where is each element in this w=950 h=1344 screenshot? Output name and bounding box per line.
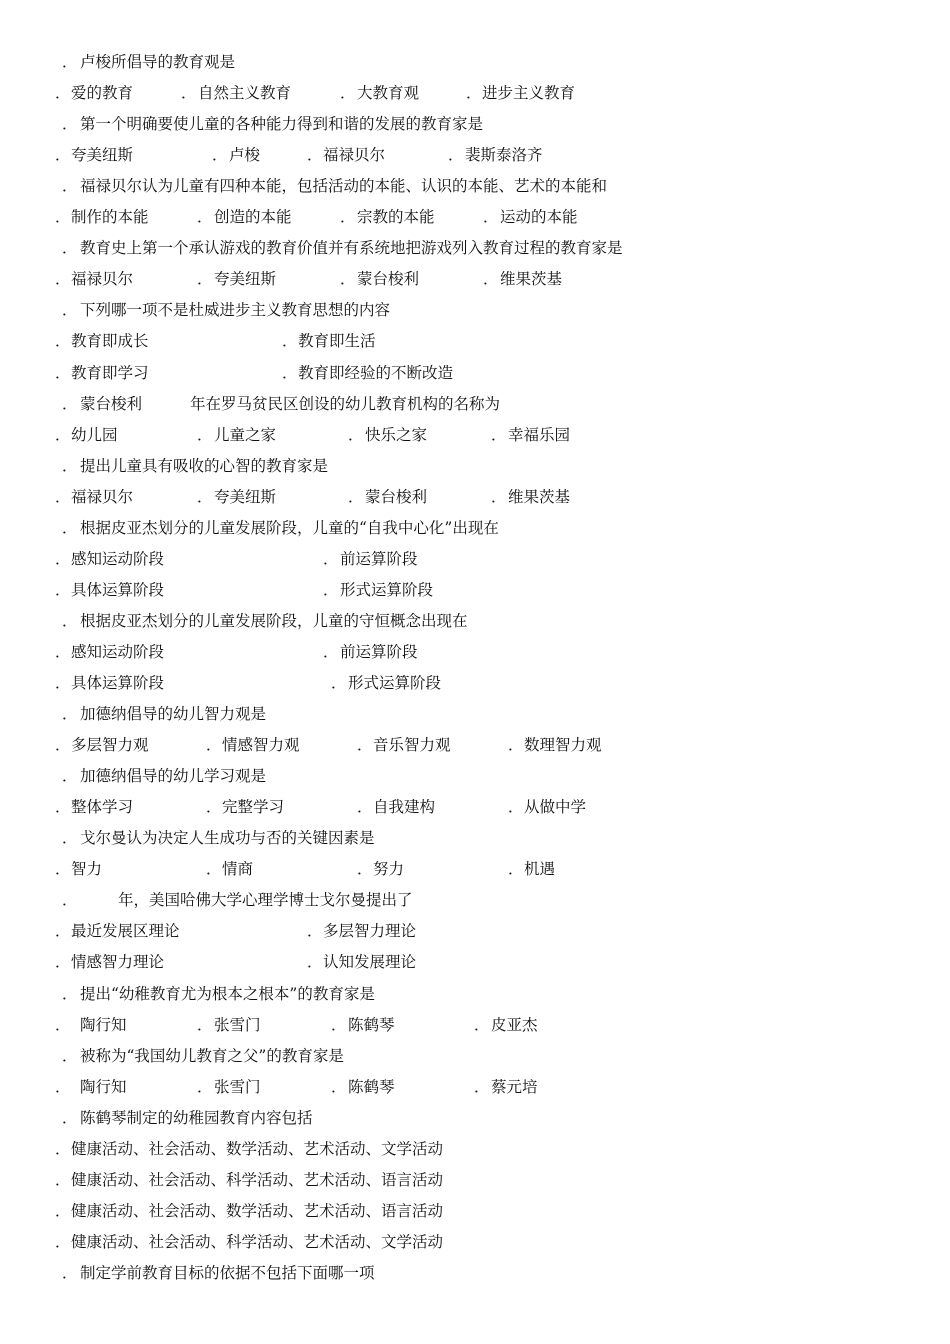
options-line	[0, 267, 950, 291]
options-line	[0, 81, 950, 105]
question-text: 被称为“我国幼儿教育之父”的教育家是	[80, 1046, 344, 1065]
question-text: 卢梭所倡导的教育观是	[80, 53, 236, 71]
question-text: 根据皮亚杰划分的儿童发展阶段，儿童的守恒概念出现在	[80, 611, 468, 630]
option-text: 机遇	[524, 860, 556, 879]
option-text: 维果茨基	[508, 487, 571, 506]
item-marker: ．	[62, 239, 78, 258]
item-marker: ．	[55, 487, 71, 506]
options-line	[0, 857, 950, 881]
option-text: 夸美纽斯	[214, 270, 277, 289]
item-marker: ．	[62, 115, 78, 134]
option-text: 健康活动、社会活动、数学活动、艺术活动、文学活动	[71, 1139, 444, 1158]
item-marker: ．	[206, 860, 222, 879]
option-text: 健康活动、社会活动、数学活动、艺术活动、语言活动	[71, 1201, 444, 1220]
item-marker: ．	[474, 1015, 490, 1034]
option-text: 陈鹤琴	[348, 1077, 395, 1096]
option-text: 形式运算阶段	[340, 580, 434, 599]
option-text: 蒙台梭利	[357, 270, 420, 289]
item-marker: ．	[62, 1263, 78, 1282]
question-text: 加德纳倡导的幼儿学习观是	[80, 767, 267, 786]
option-text: 教育即成长	[71, 332, 149, 351]
options-line	[0, 205, 950, 229]
question-text: 加德纳倡导的幼儿智力观是	[80, 705, 267, 724]
option-text: 创造的本能	[214, 208, 292, 227]
option-text: 认知发展理论	[323, 953, 417, 972]
option-text: 整体学习	[71, 798, 134, 817]
item-marker: ．	[466, 84, 482, 103]
question-line	[0, 298, 950, 322]
question-text: 下列哪一项不是杜威进步主义教育思想的内容	[80, 301, 391, 320]
item-marker: ．	[323, 580, 339, 599]
item-marker: ．	[357, 798, 373, 817]
item-marker: ．	[55, 270, 71, 289]
item-marker: ．	[340, 208, 356, 227]
item-marker: ．	[340, 84, 356, 103]
option-text: 张雪门	[214, 1015, 261, 1034]
option-text: 卢梭	[229, 146, 261, 165]
option-text: 数理智力观	[524, 736, 602, 755]
item-marker: ．	[357, 860, 373, 879]
option-text: 情商	[222, 860, 254, 879]
question-text: 陈鹤琴制定的幼稚园教育内容包括	[80, 1108, 313, 1127]
question-line	[0, 826, 950, 850]
option-text: 皮亚杰	[491, 1015, 538, 1034]
item-marker: ．	[62, 53, 78, 71]
item-marker: ．	[55, 332, 71, 351]
question-line	[0, 236, 950, 260]
item-marker: ．	[55, 1015, 71, 1034]
option-text: 运动的本能	[500, 208, 578, 227]
item-marker: ．	[212, 146, 228, 165]
question-line	[0, 174, 950, 198]
option-text: 蒙台梭利	[365, 487, 428, 506]
question-line	[0, 702, 950, 726]
option-text: 快乐之家	[365, 425, 428, 444]
item-marker: ．	[282, 363, 298, 382]
question-text: 提出儿童具有吸收的心智的教育家是	[80, 456, 329, 475]
options-line	[0, 733, 950, 757]
question-text: 年，美国哈佛大学心理学博士戈尔曼提出了	[118, 891, 413, 910]
item-marker: ．	[197, 487, 213, 506]
option-text: 从做中学	[524, 798, 587, 817]
item-marker: ．	[55, 1139, 71, 1158]
item-marker: ．	[357, 736, 373, 755]
item-marker: ．	[474, 1077, 490, 1096]
question-line	[0, 609, 950, 633]
question-line	[0, 50, 950, 74]
item-marker: ．	[55, 549, 71, 568]
option-text: 幼儿园	[71, 425, 118, 444]
options-line	[0, 329, 950, 353]
option-text: 健康活动、社会活动、科学活动、艺术活动、语言活动	[71, 1170, 444, 1189]
option-text: 制作的本能	[71, 208, 149, 227]
item-marker: ．	[181, 84, 197, 103]
options-line	[0, 361, 950, 385]
question-line	[0, 112, 950, 136]
item-marker: ．	[331, 1015, 347, 1034]
item-marker: ．	[206, 736, 222, 755]
options-line	[0, 547, 950, 571]
question-text: 根据皮亚杰划分的儿童发展阶段，儿童的“自我中心化”出现在	[80, 518, 499, 537]
item-marker: ．	[340, 270, 356, 289]
item-marker: ．	[491, 425, 507, 444]
option-text: 陈鹤琴	[348, 1015, 395, 1034]
item-marker: ．	[282, 332, 298, 351]
item-marker: ．	[197, 208, 213, 227]
option-text: 进步主义教育	[482, 84, 576, 103]
item-marker: ．	[62, 518, 78, 537]
option-text: 陶行知	[80, 1077, 127, 1096]
item-marker: ．	[62, 829, 78, 848]
item-marker: ．	[307, 146, 323, 165]
item-marker: ．	[62, 611, 78, 630]
option-text: 幸福乐园	[508, 425, 571, 444]
question-text: 蒙台梭利	[80, 394, 143, 413]
option-text: 儿童之家	[214, 425, 277, 444]
item-marker: ．	[62, 891, 78, 910]
item-marker: ．	[448, 146, 464, 165]
options-line	[0, 950, 950, 974]
item-marker: ．	[55, 84, 71, 103]
option-text: 智力	[71, 860, 103, 879]
question-line	[0, 982, 950, 1006]
option-text: 陶行知	[80, 1015, 127, 1034]
options-line	[0, 1137, 950, 1161]
item-marker: ．	[55, 736, 71, 755]
option-text: 张雪门	[214, 1077, 261, 1096]
item-marker: ．	[323, 549, 339, 568]
option-text: 教育即学习	[71, 363, 149, 382]
question-line	[0, 888, 950, 912]
item-marker: ．	[307, 922, 323, 941]
options-line	[0, 1013, 950, 1037]
option-text: 维果茨基	[500, 270, 563, 289]
options-line	[0, 485, 950, 509]
item-marker: ．	[197, 1077, 213, 1096]
item-marker: ．	[62, 767, 78, 786]
option-text: 前运算阶段	[340, 549, 418, 568]
options-line	[0, 578, 950, 602]
question-line	[0, 1106, 950, 1130]
item-marker: ．	[55, 953, 71, 972]
options-line	[0, 919, 950, 943]
option-text: 夸美纽斯	[71, 146, 134, 165]
item-marker: ．	[508, 798, 524, 817]
item-marker: ．	[55, 363, 71, 382]
item-marker: ．	[197, 1015, 213, 1034]
option-text: 大教育观	[357, 84, 420, 103]
item-marker: ．	[55, 146, 71, 165]
item-marker: ．	[55, 1232, 71, 1251]
option-text: 裴斯泰洛齐	[465, 146, 543, 165]
question-line	[0, 392, 950, 416]
item-marker: ．	[55, 208, 71, 227]
item-marker: ．	[331, 674, 347, 692]
option-text: 形式运算阶段	[348, 674, 442, 692]
item-marker: ．	[55, 1170, 71, 1189]
question-text: 提出“幼稚教育尤为根本之根本”的教育家是	[80, 984, 375, 1003]
item-marker: ．	[62, 705, 78, 724]
option-text: 自我建构	[373, 798, 436, 817]
item-marker: ．	[55, 674, 71, 692]
question-line	[0, 1261, 950, 1285]
item-marker: ．	[62, 984, 78, 1003]
question-text: 制定学前教育目标的依据不包括下面哪一项	[80, 1263, 375, 1282]
option-text: 音乐智力观	[373, 736, 451, 755]
item-marker: ．	[62, 1046, 78, 1065]
item-marker: ．	[323, 642, 339, 661]
item-marker: ．	[62, 394, 78, 413]
item-marker: ．	[491, 487, 507, 506]
options-line	[0, 1230, 950, 1254]
item-marker: ．	[62, 177, 78, 196]
item-marker: ．	[197, 425, 213, 444]
item-marker: ．	[55, 922, 71, 941]
item-marker: ．	[55, 580, 71, 599]
option-text: 福禄贝尔	[71, 270, 134, 289]
question-text: 福禄贝尔认为儿童有四种本能，包括活动的本能、认识的本能、艺术的本能和	[80, 177, 608, 196]
options-line	[0, 1168, 950, 1192]
options-line	[0, 1199, 950, 1223]
option-text: 感知运动阶段	[71, 642, 165, 661]
options-line	[0, 423, 950, 447]
item-marker: ．	[55, 1201, 71, 1220]
option-text: 具体运算阶段	[71, 674, 165, 692]
item-marker: ．	[62, 456, 78, 475]
options-line	[0, 640, 950, 664]
option-text: 情感智力观	[222, 736, 300, 755]
item-marker: ．	[197, 270, 213, 289]
option-text: 完整学习	[222, 798, 285, 817]
item-marker: ．	[348, 425, 364, 444]
question-line	[0, 1044, 950, 1068]
option-text: 自然主义教育	[198, 84, 292, 103]
option-text: 感知运动阶段	[71, 549, 165, 568]
options-line	[0, 795, 950, 819]
question-text: 第一个明确要使儿童的各种能力得到和谐的发展的教育家是	[80, 115, 484, 134]
option-text: 福禄贝尔	[71, 487, 134, 506]
item-marker: ．	[55, 860, 71, 879]
option-text: 多层智力理论	[323, 922, 417, 941]
item-marker: ．	[62, 1108, 78, 1127]
item-marker: ．	[348, 487, 364, 506]
question-line	[0, 516, 950, 540]
item-marker: ．	[331, 1077, 347, 1096]
options-line	[0, 1075, 950, 1099]
item-marker: ．	[508, 860, 524, 879]
option-text: 努力	[373, 860, 405, 879]
question-text: 年在罗马贫民区创设的幼儿教育机构的名称为	[190, 394, 501, 413]
item-marker: ．	[62, 301, 78, 320]
item-marker: ．	[55, 798, 71, 817]
option-text: 多层智力观	[71, 736, 149, 755]
question-line	[0, 764, 950, 788]
option-text: 福禄贝尔	[323, 146, 386, 165]
option-text: 具体运算阶段	[71, 580, 165, 599]
option-text: 最近发展区理论	[71, 922, 180, 941]
question-line	[0, 454, 950, 478]
item-marker: ．	[508, 736, 524, 755]
option-text: 夸美纽斯	[214, 487, 277, 506]
item-marker: ．	[206, 798, 222, 817]
options-line	[0, 671, 950, 695]
option-text: 前运算阶段	[340, 642, 418, 661]
item-marker: ．	[483, 270, 499, 289]
question-text: 戈尔曼认为决定人生成功与否的关键因素是	[80, 829, 375, 848]
item-marker: ．	[55, 1077, 71, 1096]
item-marker: ．	[307, 953, 323, 972]
option-text: 爱的教育	[71, 84, 134, 103]
options-line	[0, 143, 950, 167]
option-text: 蔡元培	[491, 1077, 538, 1096]
option-text: 情感智力理论	[71, 953, 165, 972]
option-text: 教育即生活	[298, 332, 376, 351]
item-marker: ．	[483, 208, 499, 227]
item-marker: ．	[55, 642, 71, 661]
question-text: 教育史上第一个承认游戏的教育价值并有系统地把游戏列入教育过程的教育家是	[80, 239, 623, 258]
item-marker: ．	[55, 425, 71, 444]
option-text: 宗教的本能	[357, 208, 435, 227]
option-text: 健康活动、社会活动、科学活动、艺术活动、文学活动	[71, 1232, 444, 1251]
option-text: 教育即经验的不断改造	[298, 363, 454, 382]
